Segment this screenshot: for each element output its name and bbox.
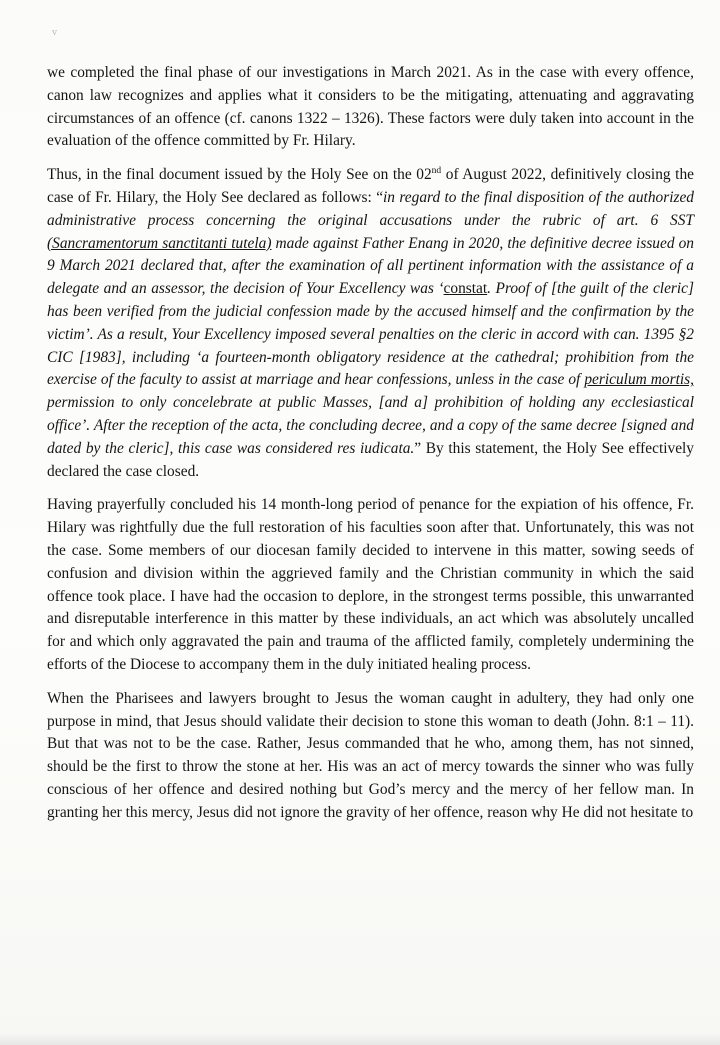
paragraph-holy-see-decree <box>47 164 694 483</box>
document-body <box>47 62 694 825</box>
decree-intro-text: Thus, in the final document issued by the Holy See on the 02 <box>47 166 432 184</box>
decree-quote-underlined-constat: constat <box>443 280 488 298</box>
decree-quote-part-4: permission to only concelebrate at public Masses, [and a] prohibition of holding any ecclesiastical office’. After the reception of the acta, the concluding decree, and a copy of the same decree [signed and dated by the cleric], this case was considered res iudicata. <box>47 394 694 457</box>
decree-quote-part-1: in regard to the final disposition of the authorized administrative process concerning the original accusations under the rubric of art. 6 SST <box>47 188 694 229</box>
decree-quote-underlined-sst: (Sancramentorum sanctitanti tutela) <box>47 234 272 252</box>
decree-quote-part-3: . Proof of [the guilt of the cleric] has been verified from the judicial confession made by the accused himself and the confirmation by the victim’. As a result, Your Excellency imposed several penalties on the cleric in accord with can. 1395 §2 CIC [1983], including ‘a fourteen-month obligatory residence at the cathedral; prohibition from the exercise of the faculty to assist at marriage and hear confessions, unless in the case of <box>47 280 694 389</box>
page-bottom-edge <box>0 1033 720 1045</box>
scan-mark: v <box>52 28 58 38</box>
decree-quote-underlined-periculum: periculum mortis, <box>584 371 694 389</box>
decree-intro-text-cont: of August 2022, definitively closing the case of Fr. Hilary, the Holy See declared as follows: “ <box>47 166 694 206</box>
paragraph-investigation-completion: we completed the final phase of our investigations in March 2021. As in the case with every offence, canon law recognizes and applies what it considers to be the mitigating, attenuating and aggravating circumstances of an offence (cf. canons 1322 – 1326). These factors were duly taken into account in the evaluation of the offence committed by Fr. Hilary. <box>47 64 694 150</box>
decree-quote-part-2: made against Father Enang in 2020, the definitive decree issued on 9 March 2021 declared that, after the examination of all pertinent information with the assistance of a delegate and an assessor, the decision of Your Excellency was ‘ <box>47 234 694 298</box>
paragraph-penance-and-interference: Having prayerfully concluded his 14 month-long period of penance for the expiation of his offence, Fr. Hilary was rightfully due the full restoration of his faculties soon after that. Unfortunately, this was not the case. Some members of our diocesan family decided to intervene in this matter, sowing seeds of confusion and division within the aggrieved family and the Christian community in which the said offence took place. I have had the occasion to deplore, in the strongest terms possible, this unwarranted and disreputable interference in this matter by these individuals, an act which was absolutely uncalled for and which only aggravated the pain and trauma of the afflicted family, completely undermining the efforts of the Diocese to accompany them in the duly initiated healing process. <box>47 496 694 673</box>
decree-closing-quote: ” <box>414 439 422 457</box>
decree-outro-text: By this statement, the Holy See effectively declared the case closed. <box>47 439 694 480</box>
date-ordinal-superscript: nd <box>431 166 442 177</box>
paragraph-gospel-reflection: When the Pharisees and lawyers brought to Jesus the woman caught in adultery, they had only one purpose in mind, that Jesus should validate their decision to stone this woman to death (John. 8:1 – 11). But that was not to be the case. Rather, Jesus commanded that he who, among them, has not sinned, should be the first to throw the stone at her. His was an act of mercy towards the sinner who was fully conscious of her offence and desired nothing but God’s mercy and the mercy of her fellow man. In granting her this mercy, Jesus did not ignore the gravity of her offence, reason why He did not hesitate to <box>47 689 694 821</box>
